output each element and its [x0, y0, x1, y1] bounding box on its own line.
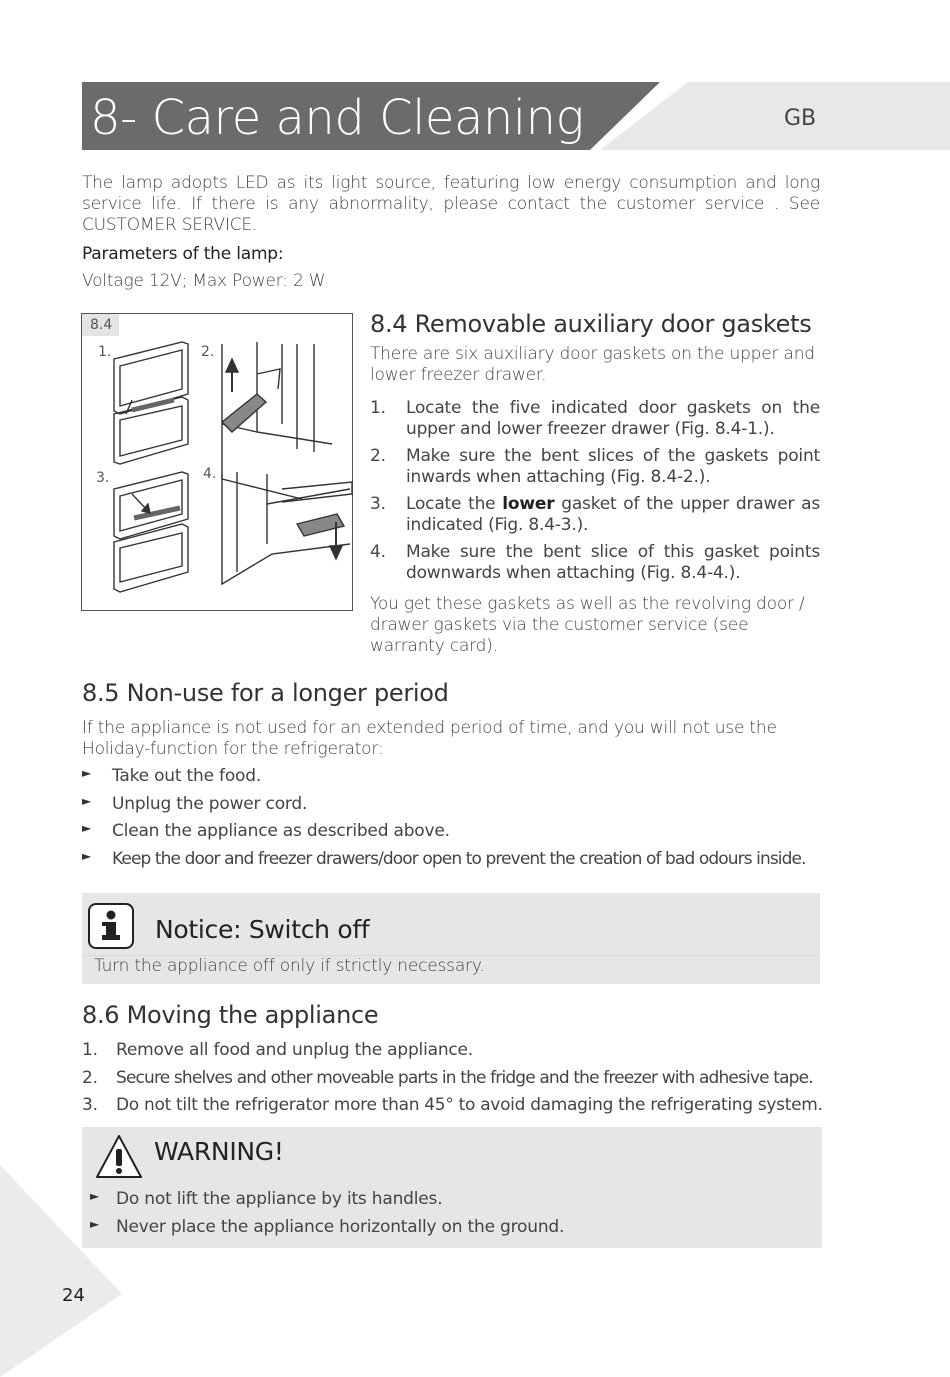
list-item: ► Clean the appliance as described above.: [82, 821, 450, 841]
list-item: 1. Locate the five indicated door gaskets on the upper and lower freezer drawer (Fig. 8.4-1.).: [370, 398, 820, 439]
notice-title: Notice: Switch off: [155, 915, 370, 944]
figure-id-label: 8.4: [90, 317, 113, 333]
list-item: 2. Secure shelves and other moveable parts in the fridge and the freezer with adhesive tape.: [82, 1067, 813, 1088]
figure-label-3: 3.: [96, 470, 110, 486]
intro-paragraph: The lamp adopts LED as its light source, featuring low energy consumption and long service life. If there is any abnormality, please contact the customer service . See CUSTOMER SERVICE.: [82, 173, 820, 235]
page-title: 8- Care and Cleaning: [90, 90, 584, 146]
section-8-5-heading: 8.5 Non-use for a longer period: [82, 679, 449, 707]
section-8-5-intro: If the appliance is not used for an extended period of time, and you will not use the Holiday-function for the refrigerator:: [82, 718, 777, 759]
section-8-6-list: [82, 1040, 827, 1123]
list-item: ► Keep the door and freezer drawers/door open to prevent the creation of bad odours inside.: [82, 848, 806, 869]
figure-label-2: 2.: [201, 344, 215, 360]
warning-box: [82, 1127, 822, 1248]
page-number: 24: [62, 1285, 85, 1306]
figure-label-4: 4.: [203, 466, 217, 482]
section-8-5-bullets: [82, 766, 842, 876]
list-item: 2. Make sure the bent slices of the gaskets point inwards when attaching (Fig. 8.4-2.).: [370, 446, 820, 487]
list-item: 4. Make sure the bent slice of this gasket points downwards when attaching (Fig. 8.4-4.).: [370, 542, 820, 583]
list-item: ► Unplug the power cord.: [82, 793, 308, 814]
language-code: GB: [784, 106, 817, 131]
warning-title: WARNING!: [154, 1137, 284, 1166]
list-item: ► Take out the food.: [82, 766, 262, 786]
list-item: ► Do not lift the appliance by its handles.: [90, 1189, 443, 1209]
figure-label-1: 1.: [98, 344, 112, 360]
section-8-6-heading: 8.6 Moving the appliance: [82, 1001, 379, 1029]
figure-8-4: [81, 313, 353, 611]
section-8-4-intro: There are six auxiliary door gaskets on the upper and lower freezer drawer.: [370, 344, 815, 385]
lamp-params-heading: Parameters of the lamp:: [82, 244, 284, 264]
section-8-4-heading: 8.4 Removable auxiliary door gaskets: [370, 310, 812, 338]
list-item: 1. Remove all food and unplug the appliance.: [82, 1040, 474, 1060]
lamp-params-value: Voltage 12V; Max Power: 2 W: [82, 271, 326, 291]
gasket-illustration: [82, 314, 354, 612]
section-8-4-steps: [370, 398, 820, 590]
list-item: ► Never place the appliance horizontally on the ground.: [90, 1216, 565, 1237]
list-item: 3. Do not tilt the refrigerator more than 45° to avoid damaging the refrigerating system.: [82, 1095, 823, 1115]
info-icon: [88, 903, 134, 949]
warning-icon: [94, 1133, 144, 1181]
section-8-4-outro: You get these gaskets as well as the revolving door / drawer gaskets via the customer service (see warranty card).: [370, 594, 805, 656]
notice-box: [82, 893, 820, 983]
notice-text: Turn the appliance off only if strictly necessary.: [94, 956, 485, 976]
warning-bullets: [90, 1189, 810, 1244]
list-item: 3. Locate the lower gasket of the upper drawer as indicated (Fig. 8.4-3.).: [370, 494, 820, 535]
